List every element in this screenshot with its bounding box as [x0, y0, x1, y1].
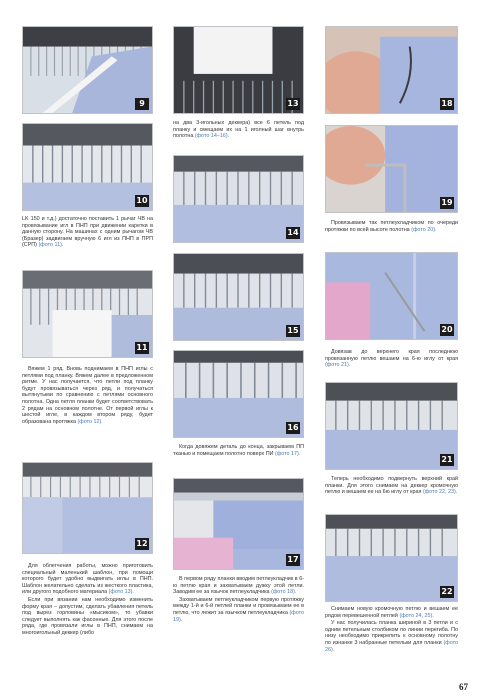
text-col3-c — [325, 476, 458, 497]
photo-13-number: 13 — [287, 99, 299, 108]
photo-12-number: 12 — [136, 539, 148, 548]
text-col1-c-ref: (фото 13). — [108, 589, 134, 596]
text-col1-a — [22, 216, 153, 250]
photo-17 — [173, 478, 304, 570]
text-col2-c-ref: (фото 18). — [271, 589, 297, 596]
text-col3-d-ref: (фото 24, 25). — [399, 612, 434, 619]
photo-13 — [173, 26, 304, 114]
text-col3-e-body: У нас получилась планка шириной в 3 петли и с одним петельным столбиком по линии перегиба. По низу необходимо прикрепить к основному полотну по изнанке 3 набранные петельки для планки — [325, 620, 458, 646]
text-col2-b — [173, 444, 304, 458]
photo-18 — [325, 26, 458, 114]
page-number: 67 — [459, 682, 468, 692]
text-col2-a-body: на два 3-игольных деккера) все 6 петель под планку и смещаем их на 1 иголный шаг внутрь полотна — [173, 120, 304, 140]
photo-16-number: 16 — [287, 423, 299, 432]
text-col3-a — [325, 220, 458, 234]
photo-10 — [22, 123, 153, 211]
photo-22 — [325, 514, 458, 602]
photo-16 — [173, 350, 304, 438]
photo-14 — [173, 155, 304, 243]
photo-21 — [325, 382, 458, 470]
photo-18-number: 18 — [441, 99, 453, 108]
text-col2-d-ref: (фото 19). — [173, 609, 305, 623]
text-col1-b-ref: (фото 12). — [77, 418, 103, 425]
photo-11-number: 11 — [136, 343, 148, 352]
text-col3-b-body: Довязав до верхнего края последнюю провязанную петлю вешаем на 6-ю иглу от края — [325, 349, 458, 362]
text-col1-c — [22, 563, 153, 638]
photo-9 — [22, 26, 153, 114]
text-col2-c-body: В первом ряду планки вводим петлеукладчик в 6-ю петлю края и захватываем дужку этой петли. Заводим ее за язычок петлеукладчика — [173, 576, 304, 596]
text-col3-d — [325, 606, 458, 654]
text-col3-d-body: Снимаем новую кромочную петлю и вешаем ее рядом перевешенной петлей — [325, 606, 458, 619]
photo-17-number: 17 — [287, 555, 299, 564]
text-col3-c-body: Теперь необходимо подвернуть верхний край планки. Для этого снимаем на деккер кромочную петлю и вешаем ее на 6ю иглу от края — [325, 476, 458, 496]
photo-10-number: 10 — [136, 196, 148, 205]
text-col3-a-ref: (фото 20). — [411, 226, 437, 233]
photo-11 — [22, 270, 153, 358]
photo-22-number: 22 — [441, 587, 453, 596]
text-col3-e-ref: (фото 26). — [325, 639, 458, 653]
photo-20-number: 20 — [441, 325, 453, 334]
text-col3-a-body: Провязываем так петлеукладчиком по очереди протяжки по всей высоте полотна — [325, 220, 458, 233]
text-col2-b-ref: (фото 17). — [274, 450, 301, 457]
text-col3-b — [325, 349, 458, 370]
text-col1-a-body: LK 150 и т.д.) достаточно поставить 1 рычаг ЧВ на провязывание игл в ПНП при движении каретки в данную сторону. На машинах с одним рычагом ЧВ (Бразер) задвигаем вручную 6 игл из ПНП в ПРП (СРП) — [22, 216, 153, 249]
photo-15 — [173, 253, 304, 341]
photo-19-number: 19 — [441, 198, 453, 207]
text-col2-a — [173, 120, 304, 141]
photo-20 — [325, 252, 458, 340]
photo-15-number: 15 — [287, 326, 299, 335]
text-col2-d-body: Захватываем петлеукладчиком первую протяжку между 1-й и 6-й петлей планки и провязываем ее в петлю, что лежит за язычком петлеукладчика — [173, 596, 304, 616]
text-col2-a-ref: (фото 14–16). — [194, 133, 230, 140]
text-col1-b-body: Вяжем 1 ряд. Вновь поднимаем в ПНП иглы с петлями под планку. Вяжем далее в предложенном ритме. У нас получается, что петли под планку будут провязываться через ряд, и получаться вытянутыми по сравнению с петлями основного полотна. Одна петля планки будет соответствовать 2 рядам на основном полотне. От первой иглы к шестой игле, в каждом втором ряду, будет образована протяжка — [22, 366, 153, 425]
text-col3-b-ref: (фото 21). — [325, 362, 351, 369]
text-col3-c-ref: (фото 22, 23). — [422, 489, 458, 496]
text-col1-a-ref: (фото 11). — [38, 242, 64, 249]
photo-9-number: 9 — [135, 98, 149, 110]
text-col2-b-body: Когда довяжем деталь до конца, закрываем ПП тканью и помещаем полотно поверх ПИ — [173, 444, 304, 457]
text-col1-d-body: Если при вязании нам необходимо изменить форму края – допустим, сделать убавления петель под вырез горловины «мысиком», то убавки следует выполнять как фасонные. Для этого после ряда, где провязали иглы в ПНП, снимаем на многоигольный деккер (либо — [22, 596, 153, 636]
text-col2-c — [173, 576, 304, 624]
photo-12 — [22, 462, 153, 554]
photo-21-number: 21 — [441, 455, 453, 464]
photo-19 — [325, 125, 458, 213]
text-col1-b — [22, 366, 153, 426]
text-col1-c-body: Для облегчения работы, можно приготовить специальный маленький шаблон, при помощи которого будет удобно выдвигать иглы в ПНП. Шаблон желательно сделать из жесткого пластика, или другого подобного материала — [22, 563, 153, 596]
photo-14-number: 14 — [287, 228, 299, 237]
